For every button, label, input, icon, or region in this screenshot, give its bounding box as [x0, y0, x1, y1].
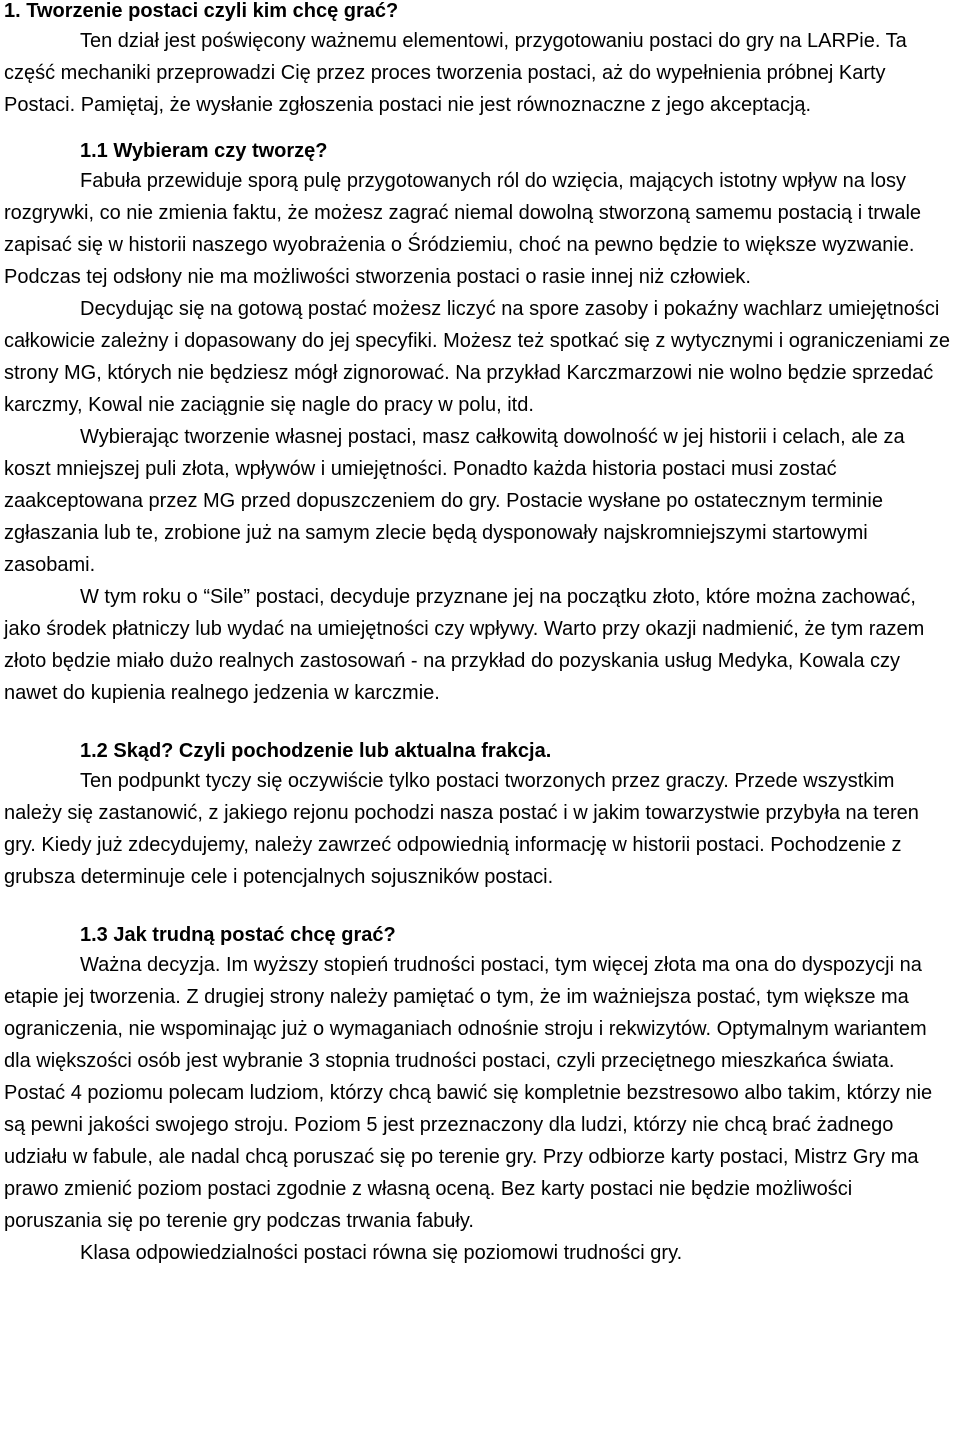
- section-1-1-paragraph: [4, 165, 954, 293]
- section-1-2-heading: 1.2 Skąd? Czyli pochodzenie lub aktualna frakcja.: [80, 740, 552, 762]
- section-1-1-paragraph-text: Fabuła przewiduje sporą pulę przygotowanych ról do wzięcia, mających istotny wpływ na losy rozgrywki, co nie zmienia faktu, że możesz zagrać niemal dowolną stworzoną samemu postacią i trwale zapisać się w historii naszego wyobrażenia o Śródziemiu, choć na pewno będzie to większe wyzwanie. Podczas tej odsłony nie ma możliwości stworzenia postaci o rasie innej niż człowiek.: [4, 170, 922, 288]
- section-1-1-paragraph: [4, 421, 954, 581]
- section-1-3-heading: 1.3 Jak trudną postać chcę grać?: [80, 924, 396, 946]
- section-1-3-paragraph-text: Ważna decyzja. Im wyższy stopień trudności postaci, tym więcej złota ma ona do dyspozycji na etapie jej tworzenia. Z drugiej strony należy pamiętać o tym, że im ważniejsza postać, tym większe ma ograniczenia, nie wspominając już o wymaganiach odnośnie stroju i rekwizytów. Optymalnym wariantem dla większości osób jest wybranie 3 stopnia trudności postaci, czyli przeciętnego mieszkańca świata. Postać 4 poziomu polecam ludziom, którzy chcą bawić się kompletnie bezstresowo albo takim, którzy nie są pewni jakości swojego stroju. Poziom 5 jest przeznaczony dla ludzi, którzy nie chcą brać żadnego udziału w fabule, ale nadal chcą poruszać się po terenie gry. Przy odbiorze karty postaci, Mistrz Gry ma prawo zmienić poziom postaci zgodnie z własną oceną. Bez karty postaci nie będzie możliwości poruszania się po terenie gry podczas trwania fabuły.: [4, 954, 933, 1232]
- section-1-2-paragraph-text: Ten podpunkt tyczy się oczywiście tylko postaci tworzonych przez graczy. Przede wszystkim należy się zastanowić, z jakiego rejonu pochodzi nasza postać i w jakim towarzystwie przybyła na teren gry. Kiedy już zdecydujemy, należy zawrzeć odpowiednią informację w historii postaci. Pochodzenie z grubsza determinuje cele i potencjalnych sojuszników postaci.: [4, 770, 919, 888]
- section-1-intro-text: Ten dział jest poświęcony ważnemu elementowi, przygotowaniu postaci do gry na LARPie. Ta część mechaniki przeprowadzi Cię przez proces tworzenia postaci, aż do wypełnienia próbnej Karty Postaci. Pamiętaj, że wysłanie zgłoszenia postaci nie jest równoznaczne z jego akceptacją.: [4, 30, 907, 116]
- section-1-1-paragraph: [4, 293, 954, 421]
- section-1-1-paragraph-text: W tym roku o “Sile” postaci, decyduje przyznane jej na początku złoto, które można zachować, jako środek płatniczy lub wydać na umiejętności czy wpływy. Warto przy okazji nadmienić, że tym razem złoto będzie miało dużo realnych zastosowań - na przykład do pozyskania usług Medyka, Kowala czy nawet do kupienia realnego jedzenia w karczmie.: [4, 586, 925, 704]
- section-1-1-paragraph-text: Decydując się na gotową postać możesz liczyć na spore zasoby i pokaźny wachlarz umiejętności całkowicie zależny i dopasowany do jej specyfiki. Możesz też spotkać się z wytycznymi i ograniczeniami ze strony MG, których nie będziesz mógł zignorować. Na przykład Karczmarzowi nie wolno będzie sprzedać karczmy, Kowal nie zaciągnie się nagle do pracy w polu, itd.: [4, 298, 950, 416]
- section-1-1-heading: 1.1 Wybieram czy tworzę?: [80, 140, 328, 162]
- section-1-intro: [4, 25, 954, 121]
- spacer: [4, 121, 954, 137]
- spacer: [4, 893, 954, 921]
- section-1-3-closing-line: Klasa odpowiedzialności postaci równa się poziomowi trudności gry.: [80, 1242, 683, 1264]
- section-1-1-paragraph-text: Wybierając tworzenie własnej postaci, masz całkowitą dowolność w jej historii i celach, ale za koszt mniejszej puli złota, wpływów i umiejętności. Ponadto każda historia postaci musi zostać zaakceptowana przez MG przed dopuszczeniem do gry. Postacie wysłane po ostatecznym terminie zgłaszania lub te, zrobione już na samym zlecie będą dysponowały najskromniejszymi startowymi zasobami.: [4, 426, 905, 576]
- spacer: [4, 709, 954, 737]
- section-1-1-paragraph: [4, 581, 954, 709]
- section-1-3-paragraph: [4, 949, 954, 1237]
- section-1-heading: 1. Tworzenie postaci czyli kim chcę grać?: [4, 0, 399, 22]
- section-1-2-paragraph: [4, 765, 954, 893]
